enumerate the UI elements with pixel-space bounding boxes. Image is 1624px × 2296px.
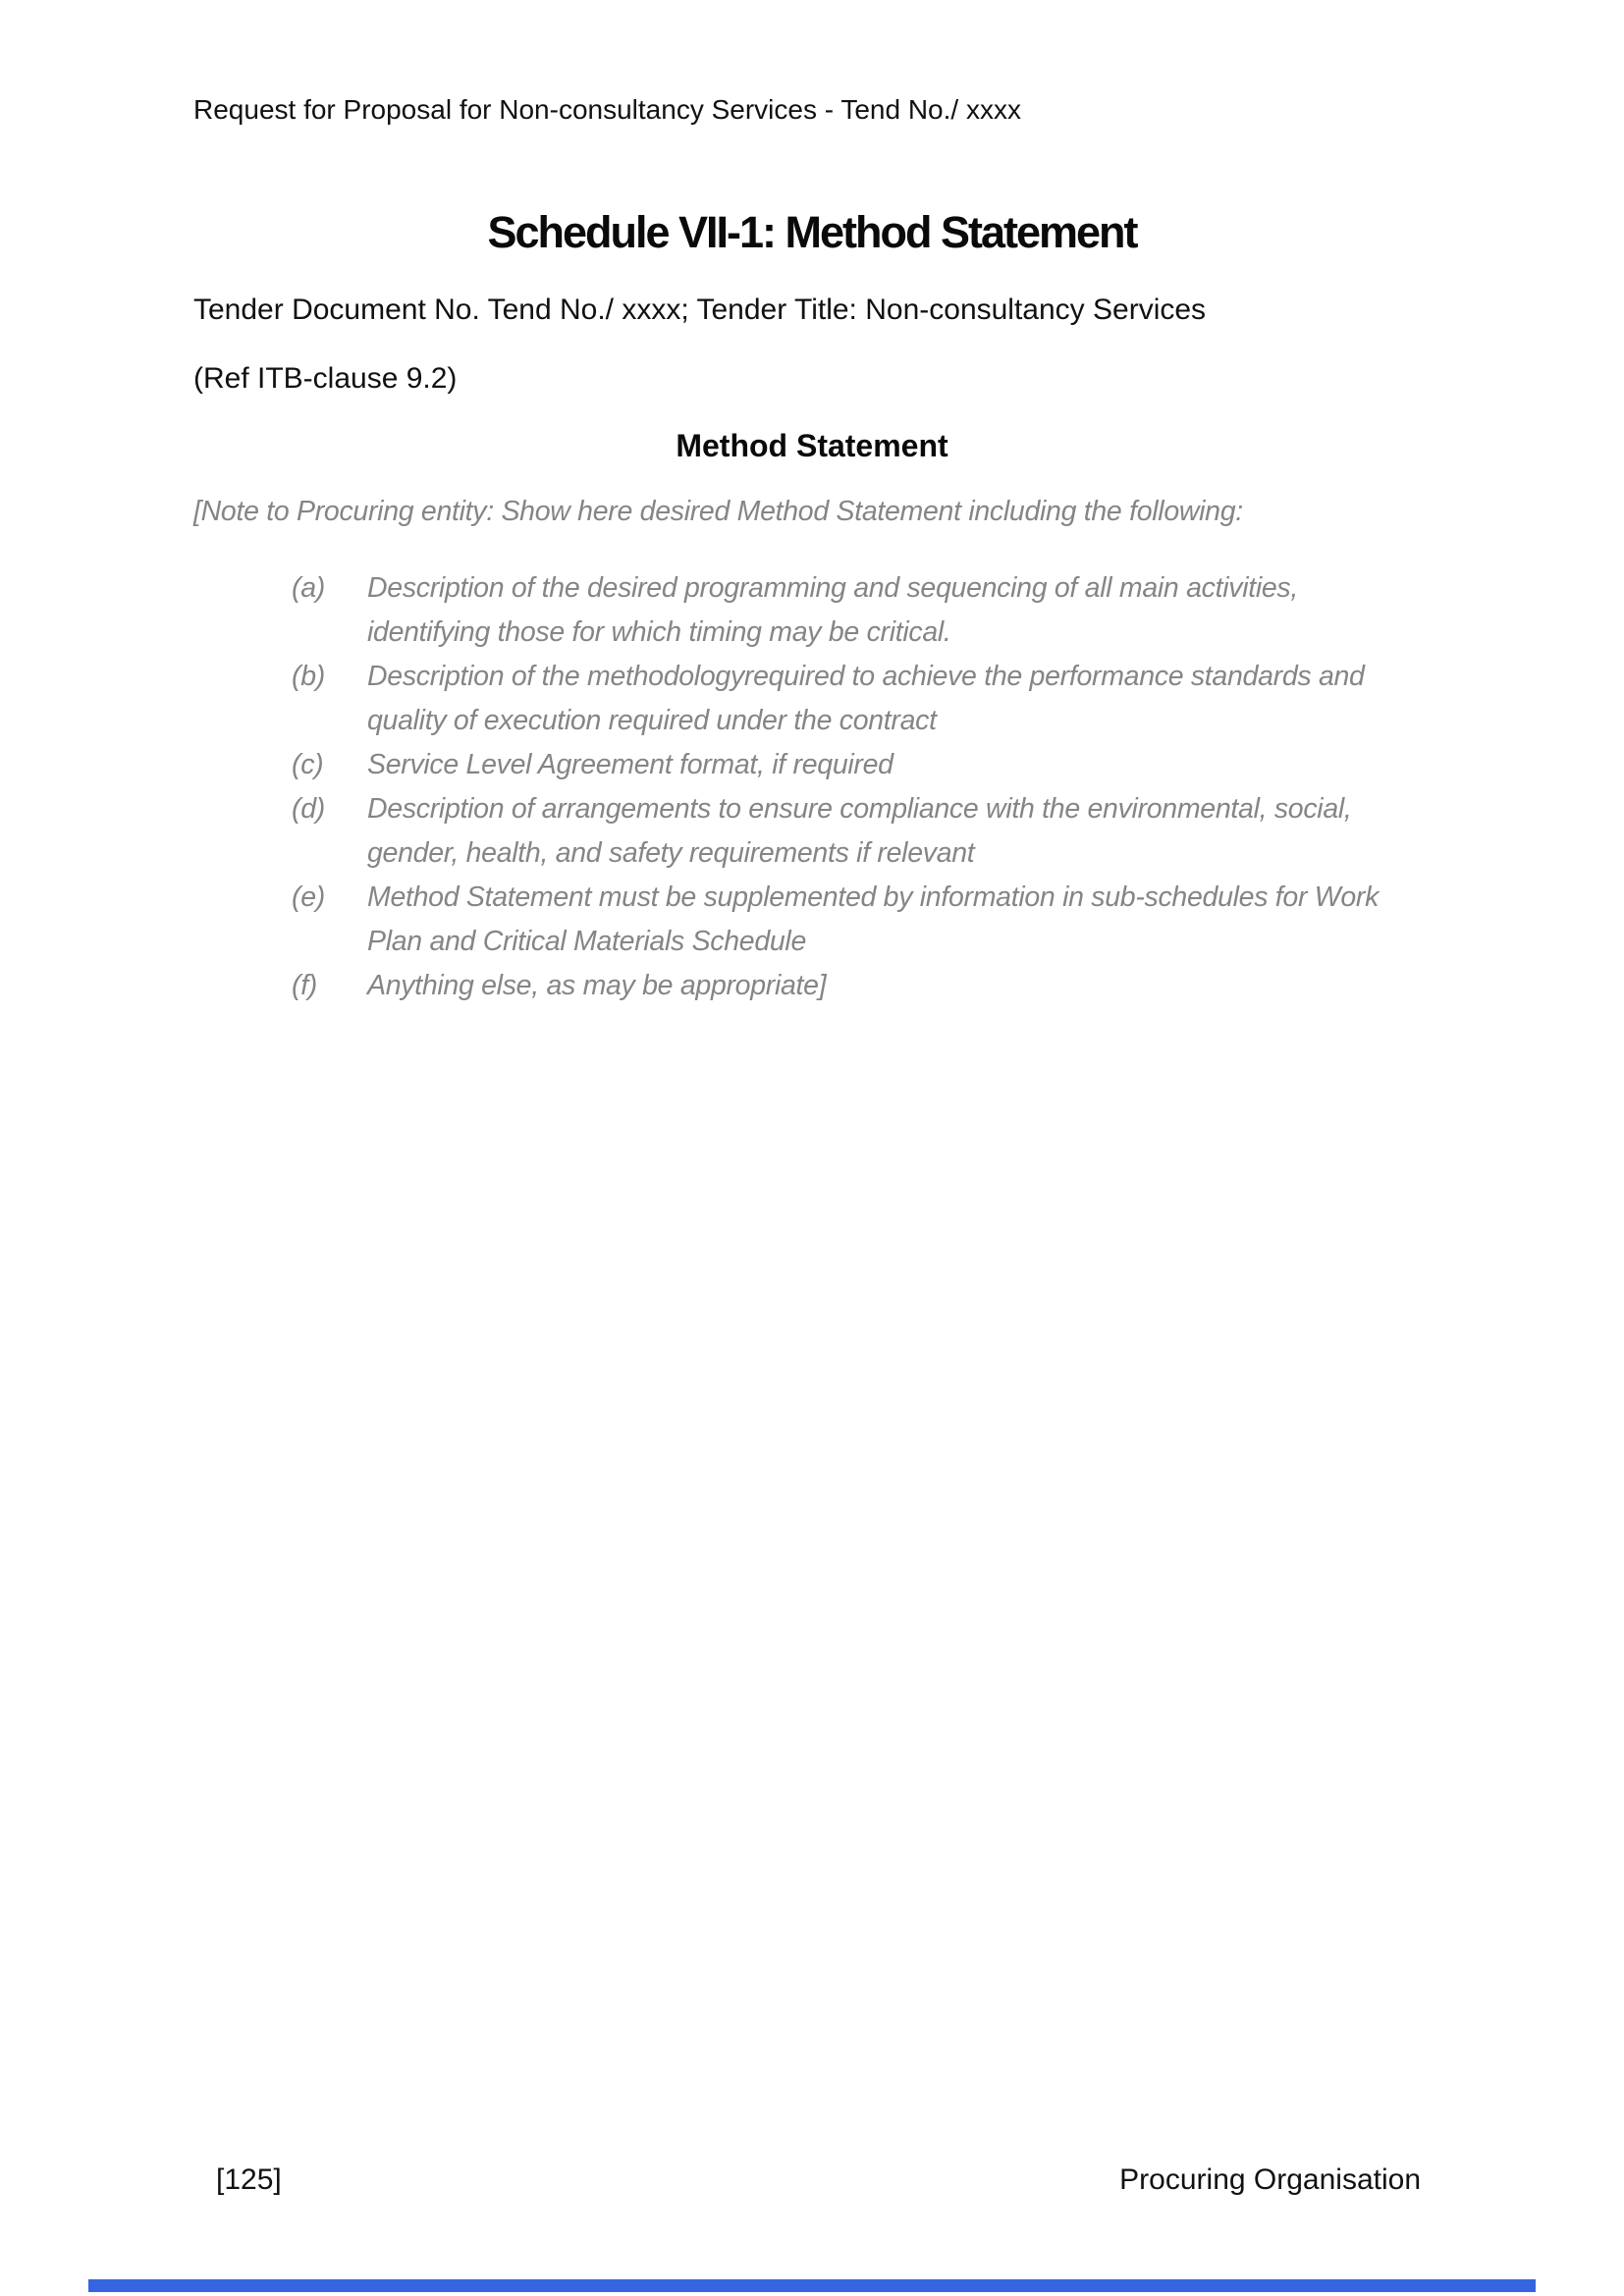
list-item-text (367, 655, 1450, 743)
list-item-line: identifying those for which timing may be critical. (367, 616, 951, 648)
list-item-label: (a) (292, 572, 325, 604)
list-item (292, 566, 1450, 655)
list-item-line: Plan and Critical Materials Schedule (367, 926, 807, 957)
list-item-text (367, 566, 1450, 655)
list-item-line: Anything else, as may be appropriate] (367, 970, 827, 1001)
list-item-line: gender, health, and safety requirements if relevant (367, 837, 975, 869)
list-item-line: Description of arrangements to ensure compliance with the environmental, social, (367, 793, 1352, 825)
list-item (292, 743, 1450, 787)
list-item-text (367, 876, 1450, 964)
list-item-line: quality of execution required under the contract (367, 705, 937, 736)
list-item (292, 964, 1450, 1008)
list-item (292, 787, 1450, 876)
list-item (292, 876, 1450, 964)
list-item-line: Description of the desired programming and sequencing of all main activities, (367, 572, 1298, 604)
list-item-line: Service Level Agreement format, if required (367, 749, 893, 780)
list-item-label: (b) (292, 661, 325, 692)
list-item (292, 655, 1450, 743)
bottom-accent-bar (88, 2279, 1536, 2292)
section-heading: Method Statement (676, 428, 948, 463)
list-item-line: Method Statement must be supplemented by information in sub-schedules for Work (367, 881, 1380, 913)
list-item-label: (f) (292, 970, 317, 1001)
list-item-label: (c) (292, 749, 324, 780)
page-number: [125] (216, 2163, 282, 2196)
list-item-text (367, 964, 1450, 1008)
organisation-name: Procuring Organisation (1119, 2163, 1421, 2196)
itb-clause-reference: (Ref ITB-clause 9.2) (193, 362, 458, 395)
list-item-text (367, 743, 1450, 787)
list-item-line: Description of the methodologyrequired to achieve the performance standards and (367, 661, 1365, 692)
page-title: Schedule VII-1: Method Statement (487, 207, 1137, 257)
procuring-entity-note: [Note to Procuring entity: Show here desired Method Statement including the following: (193, 496, 1243, 527)
tender-document-line: Tender Document No. Tend No./ xxxx; Tender Title: Non-consultancy Services (193, 294, 1207, 326)
list-item-label: (e) (292, 881, 325, 913)
method-statement-list (292, 566, 1450, 1008)
list-item-label: (d) (292, 793, 325, 825)
document-header: Request for Proposal for Non-consultancy Services - Tend No./ xxxx (193, 94, 1021, 125)
list-item-text (367, 787, 1450, 876)
